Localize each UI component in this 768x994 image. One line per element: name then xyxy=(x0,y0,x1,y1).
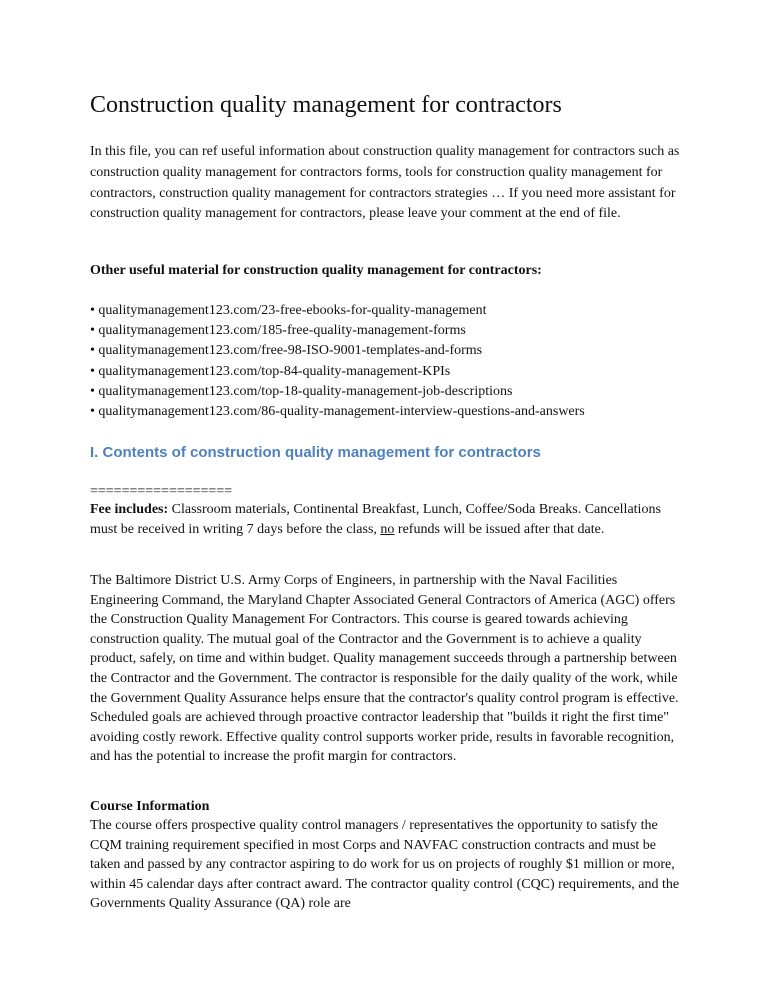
resource-link[interactable]: • qualitymanagement123.com/free-98-ISO-9001-templates-and-forms xyxy=(90,341,585,361)
resource-link[interactable]: • qualitymanagement123.com/23-free-ebooks-for-quality-management xyxy=(90,301,585,321)
baltimore-paragraph: The Baltimore District U.S. Army Corps of Engineers, in partnership with the Naval Facilities Engineering Command, the Maryland Chapter Associated General Contractors of America (AGC) offers the Construction Quality Management For Contractors. This course is geared towards achieving construction quality. The mutual goal of the Contractor and the Government is to achieve a quality product, safely, on time and within budget. Quality management succeeds through a partnership between the Contractor and the Government. The contractor is responsible for the daily quality of the work, while the Government Quality Assurance helps ensure that the contractor's quality control program is effective. Scheduled goals are achieved through proactive contractor leadership that "builds it right the first time" avoiding costly rework. Effective quality control supports worker pride, results in favorable recognition, and has the potential to increase the profit margin for contractors. xyxy=(90,573,679,765)
resource-link-list xyxy=(90,301,585,422)
resource-link[interactable]: • qualitymanagement123.com/185-free-quality-management-forms xyxy=(90,321,585,341)
fee-paragraph xyxy=(90,500,680,539)
document-title: Construction quality management for contractors xyxy=(90,92,562,118)
fee-text-after: refunds will be issued after that date. xyxy=(394,521,605,537)
resource-link[interactable]: • qualitymanagement123.com/top-84-quality-management-KPIs xyxy=(90,362,585,382)
course-information-heading: Course Information xyxy=(90,799,210,814)
other-material-heading: Other useful material for construction quality management for contractors: xyxy=(90,263,542,278)
text-divider: ================== xyxy=(90,484,233,499)
section-heading-contents: I. Contents of construction quality management for contractors xyxy=(90,444,541,461)
fee-label: Fee includes: xyxy=(90,502,169,517)
resource-link[interactable]: • qualitymanagement123.com/top-18-quality-management-job-descriptions xyxy=(90,382,585,402)
intro-paragraph: In this file, you can ref useful information about construction quality management for contractors such as construction quality management for contractors forms, tools for construction quality management for contractors, construction quality management for contractors strategies … If you need more assistant for construction quality management for contractors, please leave your comment at the end of file. xyxy=(90,144,680,222)
fee-text-before: Classroom materials, Continental Breakfast, Lunch, Coffee/Soda Breaks. Cancellations must be received in writing 7 days before the class, xyxy=(90,502,661,537)
course-information-paragraph: The course offers prospective quality control managers / representatives the opportunity to satisfy the CQM training requirement specified in most Corps and NAVFAC construction contracts and must be taken and passed by any contractor aspiring to do work for us on projects of roughly $1 million or more, within 45 calendar days after contract award. The contractor quality control (CQC) requirements, and the Governments Quality Assurance (QA) role are xyxy=(90,818,680,912)
resource-link[interactable]: • qualitymanagement123.com/86-quality-management-interview-questions-and-answers xyxy=(90,402,585,422)
fee-underlined-word: no xyxy=(380,521,395,537)
